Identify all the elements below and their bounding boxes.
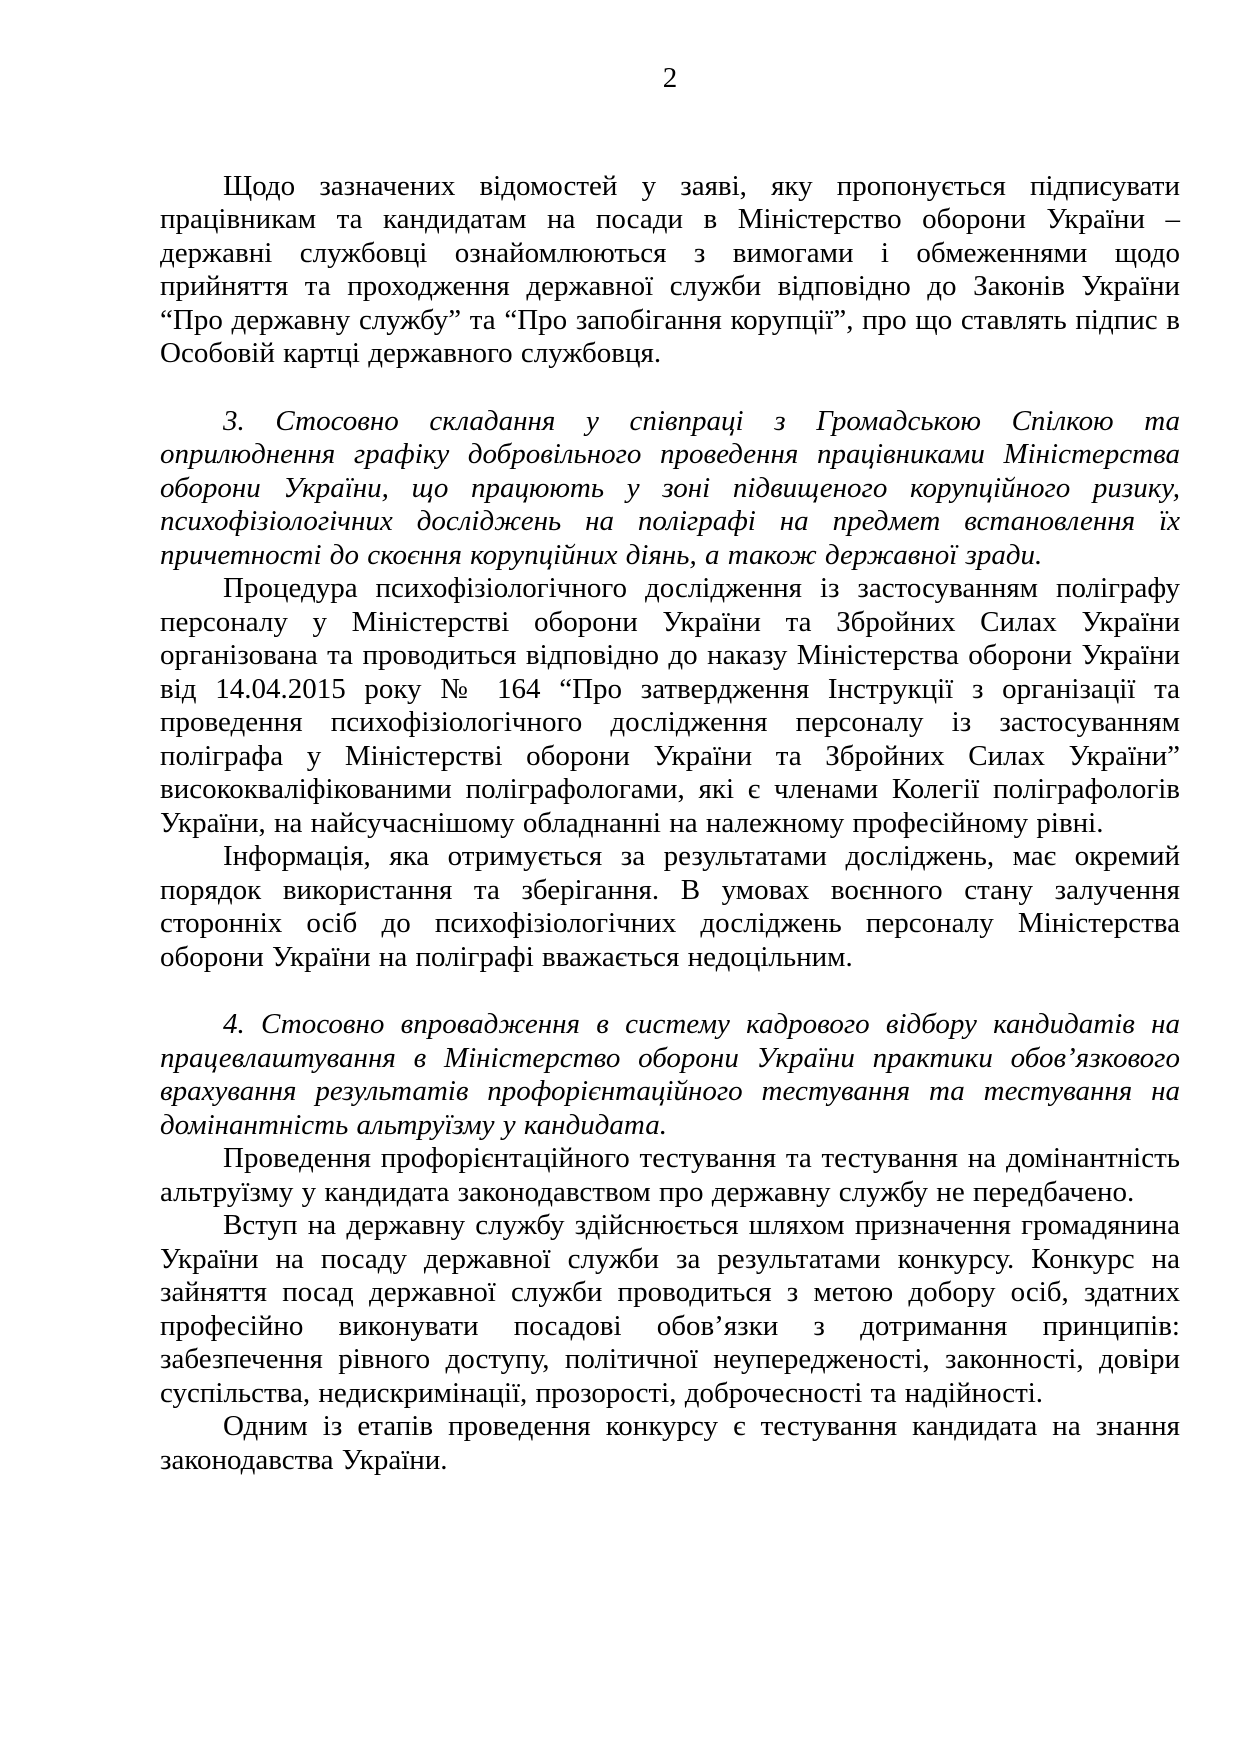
paragraph-civil-service-entry: Вступ на державну службу здійснюється шляхом призначення громадянина України на посаду державної служби за результатами конкурсу. Конкурс на зайняття посад державної служби проводиться з метою добору осіб, здатних професійно виконувати посадові обов’язки з дотримання принципів: забезпечення рівного доступу, політичної неупередженості, законності, довіри суспільства, недискримінації, прозорості, доброчесності та надійності. (160, 1209, 1180, 1409)
paragraph-intro-statement: Щодо зазначених відомостей у заяві, яку пропонується підписувати працівникам та кандидатам на посади в Міністерство оборони України – державні службовці ознайомлюються з вимогами і обмеженнями щодо прийняття та проходження державної служби відповідно до Законів України “Про державну службу” та “Про запобігання корупції”, про що ставлять підпис в Особовій картці державного службовця. (160, 169, 1180, 369)
paragraph-item-3-heading: 3. Стосовно складання у співпраці з Громадською Спілкою та оприлюднення графіку добровільного проведення працівниками Міністерства оборони України, що працюють у зоні підвищеного корупційного ризику, психофізіологічних досліджень на поліграфі на предмет встановлення їх причетності до скоєння корупційних діянь, а також державної зради. (160, 404, 1180, 571)
paragraph-competition-stage: Одним із етапів проведення конкурсу є тестування кандидата на знання законодавства України. (160, 1410, 1180, 1476)
paragraph-information-handling: Інформація, яка отримується за результатами досліджень, має окремий порядок використання та зберігання. В умовах воєнного стану залучення сторонніх осіб до психофізіологічних досліджень персоналу Міністерства оборони України на поліграфі вважається недоцільним. (160, 840, 1180, 973)
page-number: 2 (662, 62, 678, 94)
paragraph-testing-not-provided: Проведення профорієнтаційного тестування та тестування на домінантність альтруїзму у кандидата законодавством про державну службу не передбачено. (160, 1142, 1180, 1208)
page-content (160, 62, 1180, 1477)
paragraph-polygraph-procedure: Процедура психофізіологічного дослідження із застосуванням поліграфу персоналу у Міністерстві оборони України та Збройних Силах України організована та проводиться відповідно до наказу Міністерства оборони України від 14.04.2015 року № 164 “Про затвердження Інструкції з організації та проведення психофізіологічного дослідження персоналу із застосуванням поліграфа у Міністерстві оборони України та Збройних Силах України” висококваліфікованими поліграфологами, які є членами Колегії поліграфологів України, на найсучаснішому обладнанні на належному професійному рівні. (160, 572, 1180, 839)
paragraph-item-4-heading: 4. Стосовно впровадження в систему кадрового відбору кандидатів на працевлаштування в Міністерство оборони України практики обов’язкового врахування результатів профорієнтаційного тестування та тестування на домінантність альтруїзму у кандидата. (160, 1008, 1180, 1141)
